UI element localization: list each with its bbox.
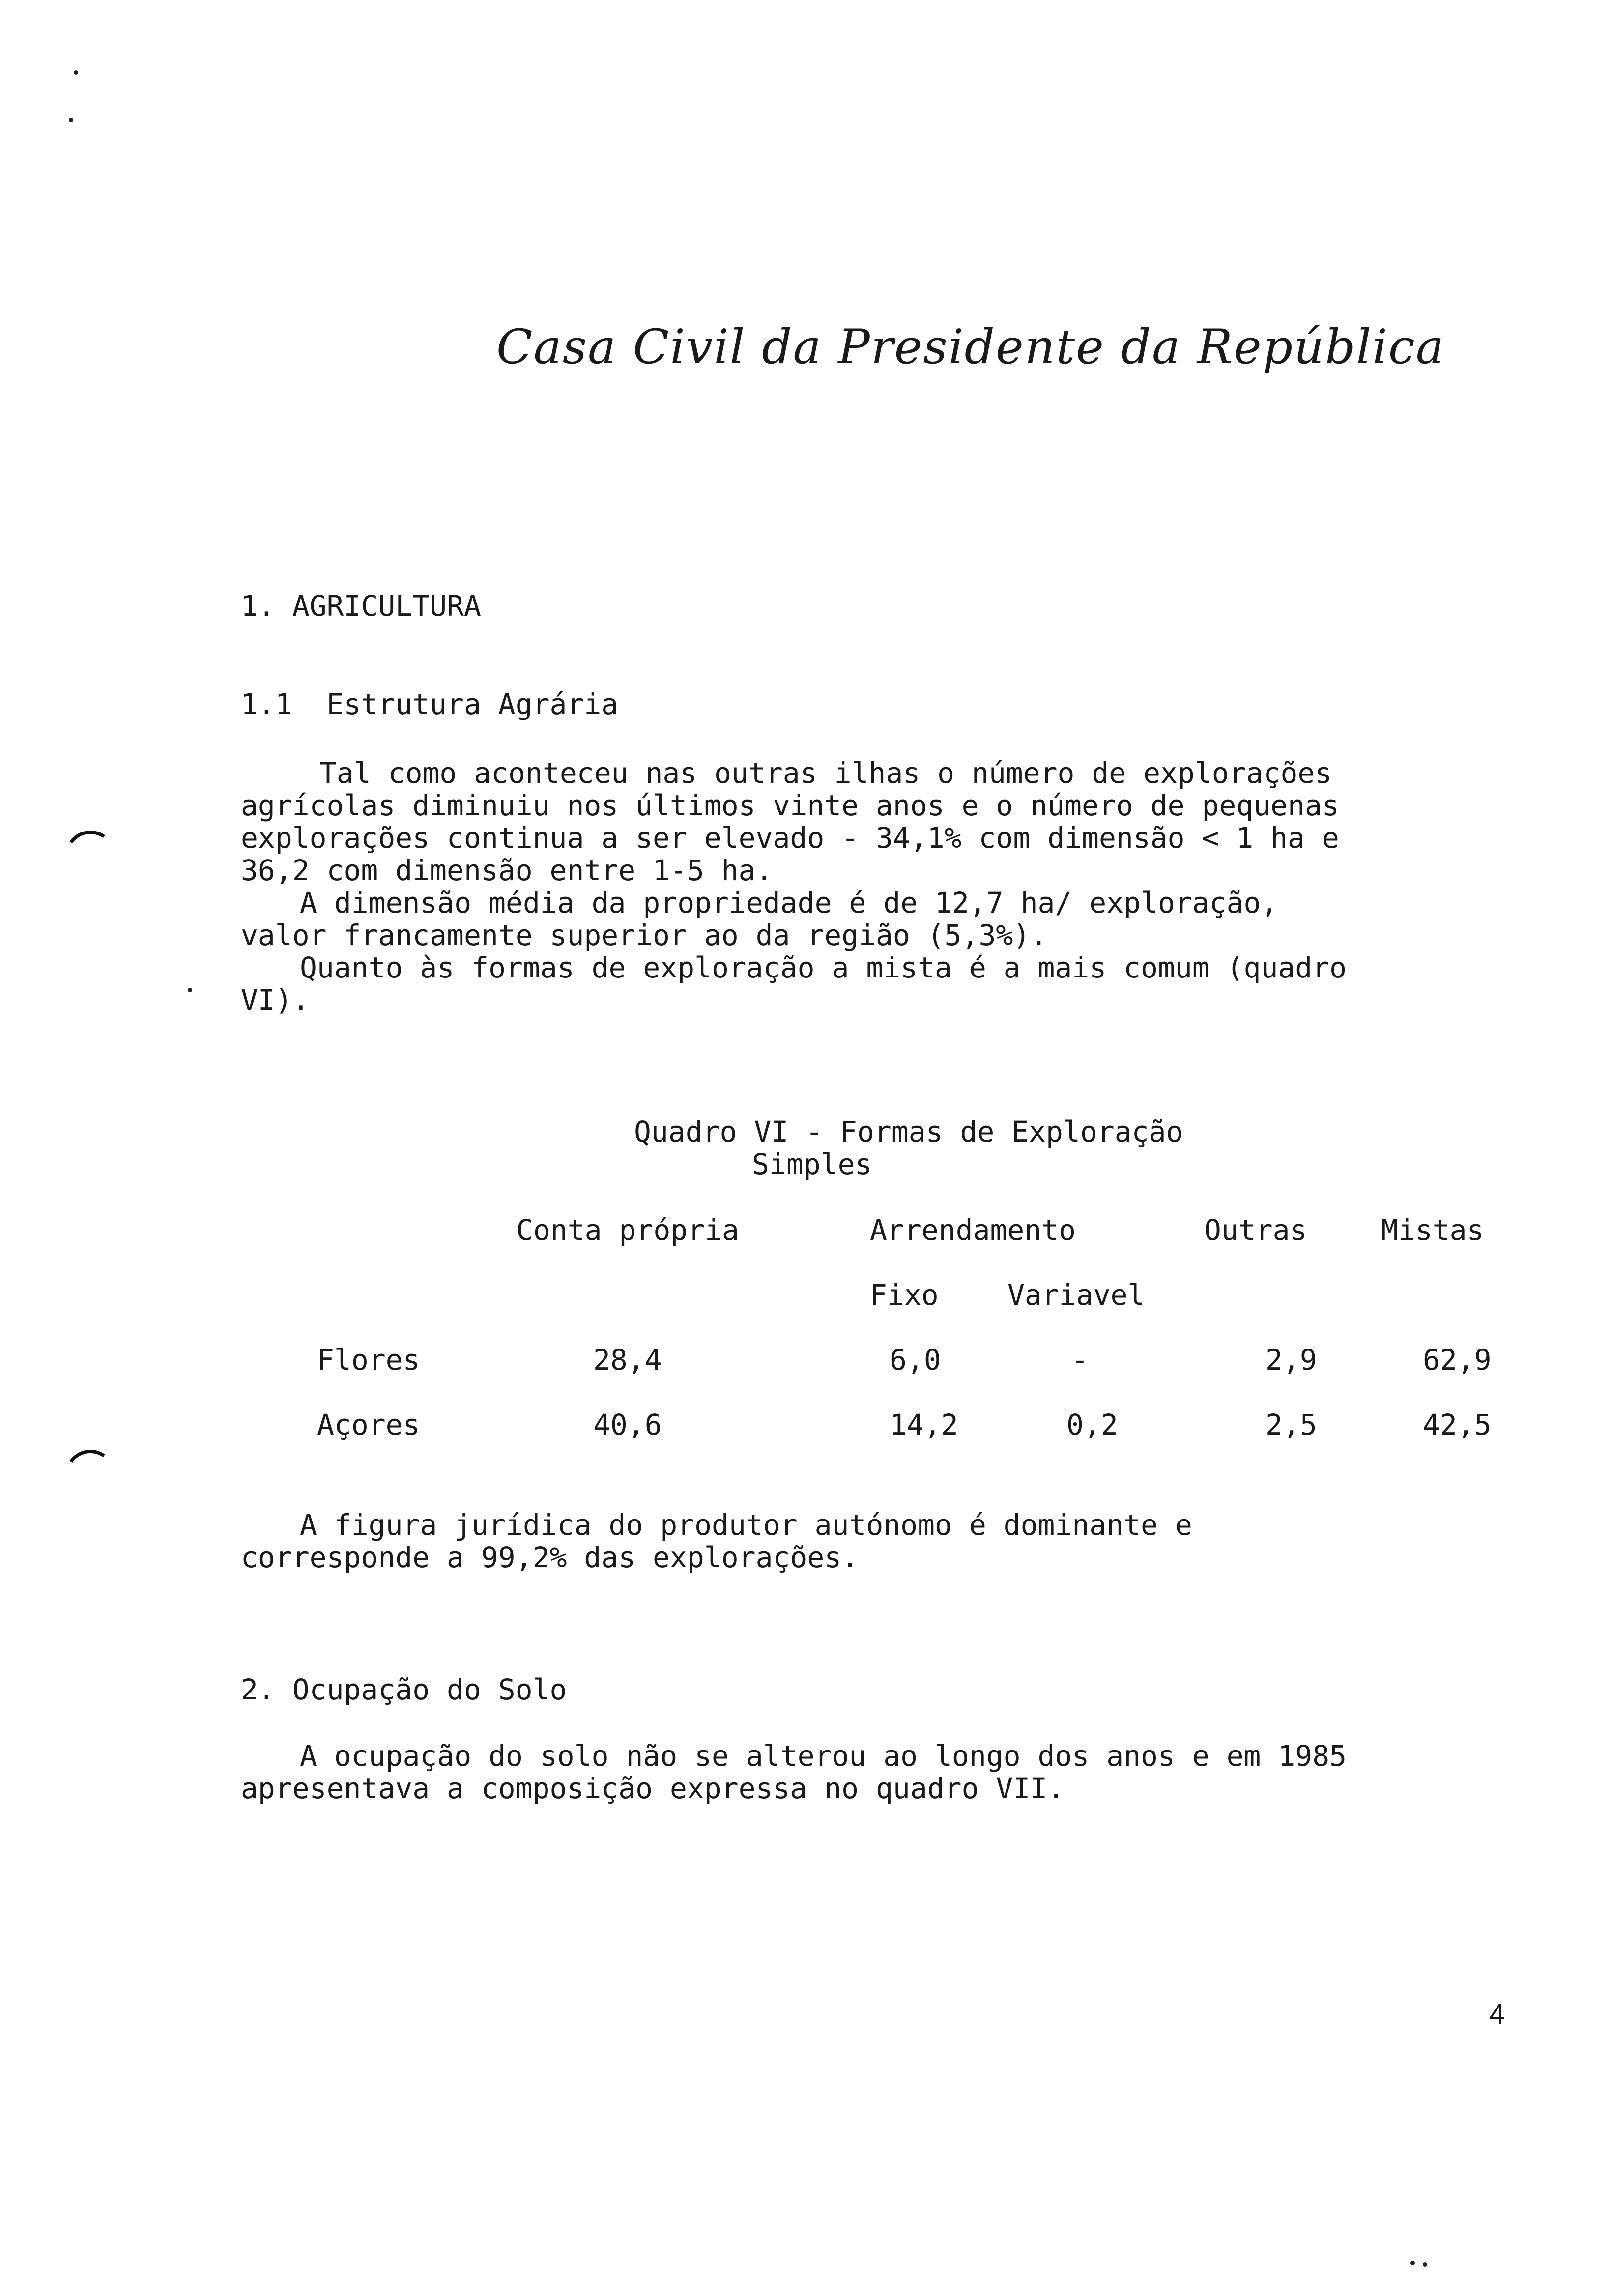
header-conta-propria: Conta própria bbox=[516, 1213, 739, 1247]
section-heading-agricultura: 1. AGRICULTURA bbox=[241, 589, 481, 623]
text-line: explorações continua a ser elevado - 34,1% com dimensão < 1 ha e bbox=[241, 821, 1339, 855]
cell-fixo: 6,0 bbox=[890, 1343, 941, 1377]
cell-variavel: - bbox=[1071, 1343, 1089, 1377]
text-line: A dimensão média da propriedade é de 12,7 ha/ exploração, bbox=[300, 886, 1278, 919]
paragraph-estrutura bbox=[241, 757, 1509, 1016]
text-line: valor francamente superior ao da região (5,3%). bbox=[241, 918, 1048, 952]
text-line: apresentava a composição expressa no quadro VII. bbox=[241, 1772, 1065, 1805]
table-subtitle: Simples bbox=[752, 1148, 872, 1181]
cell-conta: 28,4 bbox=[593, 1343, 662, 1377]
text-line: 36,2 com dimensão entre 1-5 ha. bbox=[241, 854, 773, 887]
cell-mistas: 62,9 bbox=[1423, 1343, 1492, 1377]
subsection-heading-estrutura: 1.1 Estrutura Agrária bbox=[241, 688, 619, 721]
header-fixo: Fixo bbox=[870, 1278, 939, 1312]
letterhead: Casa Civil da Presidente da República bbox=[496, 319, 1445, 374]
row-label: Flores bbox=[317, 1343, 420, 1377]
text-line: VI). bbox=[241, 983, 310, 1017]
paragraph-figura-juridica bbox=[241, 1509, 1509, 1574]
scan-speck bbox=[188, 988, 192, 992]
cell-mistas: 42,5 bbox=[1423, 1408, 1492, 1441]
table-title: Quadro VI - Formas de Exploração bbox=[634, 1115, 1183, 1148]
cell-variavel: 0,2 bbox=[1066, 1408, 1118, 1441]
header-outras: Outras bbox=[1204, 1213, 1307, 1247]
text-line: A ocupação do solo não se alterou ao longo dos anos e em 1985 bbox=[300, 1739, 1347, 1773]
scan-speck bbox=[1410, 2261, 1415, 2265]
row-label: Açores bbox=[317, 1408, 420, 1441]
cell-outras: 2,9 bbox=[1266, 1343, 1317, 1377]
header-mistas: Mistas bbox=[1381, 1213, 1484, 1247]
text-line: A figura jurídica do produtor autónomo é dominante e bbox=[300, 1508, 1192, 1542]
text-line: agrícolas diminuiu nos últimos vinte anos e o número de pequenas bbox=[241, 789, 1339, 822]
cell-outras: 2,5 bbox=[1266, 1408, 1317, 1441]
text-line: Tal como aconteceu nas outras ilhas o número de explorações bbox=[319, 756, 1332, 790]
header-variavel: Variavel bbox=[1008, 1278, 1145, 1312]
cell-fixo: 14,2 bbox=[890, 1408, 958, 1441]
scan-speck bbox=[74, 70, 78, 75]
paragraph-ocupacao bbox=[241, 1740, 1509, 1805]
cell-conta: 40,6 bbox=[593, 1408, 662, 1441]
header-arrendamento: Arrendamento bbox=[870, 1213, 1076, 1247]
punch-hole-mark bbox=[61, 1446, 120, 1505]
punch-hole-mark bbox=[61, 827, 120, 886]
text-line: corresponde a 99,2% das explorações. bbox=[241, 1541, 859, 1574]
section-heading-ocupacao: 2. Ocupação do Solo bbox=[241, 1673, 567, 1706]
page-number: 4 bbox=[1489, 1998, 1505, 2030]
scan-speck bbox=[69, 118, 73, 122]
scan-speck bbox=[1423, 2262, 1427, 2267]
text-line: Quanto às formas de exploração a mista é a mais comum (quadro bbox=[300, 951, 1347, 984]
